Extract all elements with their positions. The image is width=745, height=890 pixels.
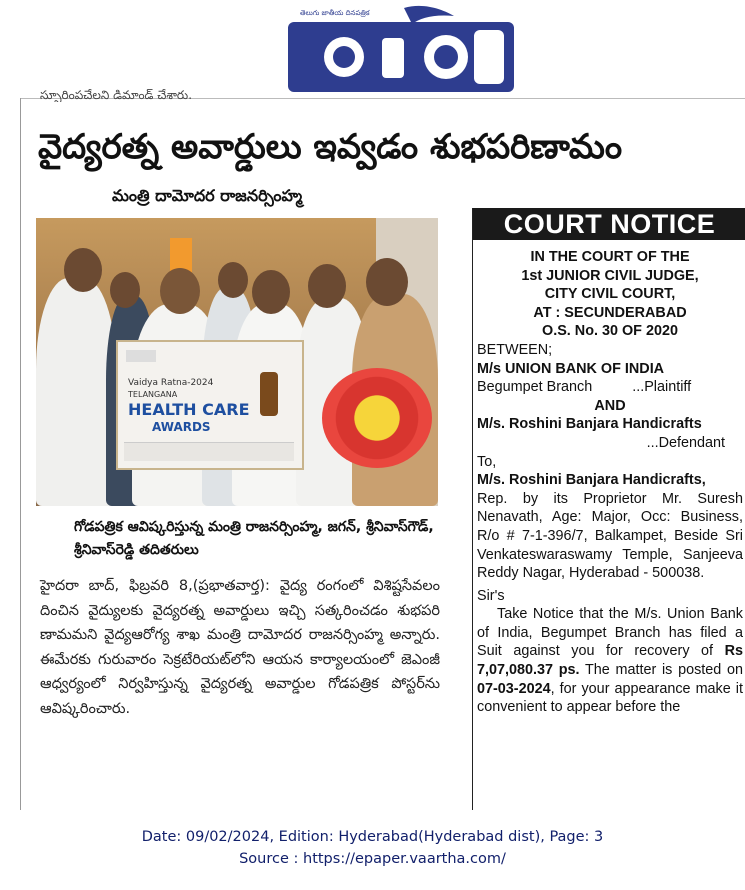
award-poster [116, 340, 304, 470]
footer-source: Source : https://epaper.vaartha.com/ [239, 851, 506, 867]
person-head [366, 258, 408, 306]
court-notice-body [477, 248, 743, 717]
trophy-icon [260, 372, 278, 416]
notice-text-part: The matter is posted on [584, 662, 743, 679]
defendant-name: M/s. Roshini Banjara Handicrafts [477, 416, 702, 433]
plaintiff-role: ...Plaintiff [632, 379, 692, 396]
news-photo [36, 218, 438, 506]
notice-text-part: Take Notice that the M/s. Union Bank of India, Begumpet Branch has filed a Suit against you for recovery of [477, 606, 743, 660]
photo-caption: గోడపత్రిక ఆవిష్కరిస్తున్న మంత్రి రాజనర్సింహ్మ, జగన్, శ్రీనివాస్‌గౌడ్, శ్రీనివాస్‌రెడ్డి తదితరులు [74, 519, 434, 558]
poster-title-line: AWARDS [152, 420, 211, 434]
poster-sponsor-strip [124, 442, 294, 461]
article-subhead: మంత్రి దామోదర రాజనర్సింహ్మ [112, 186, 303, 205]
person-head [64, 248, 102, 292]
footer-date-edition: Date: 09/02/2024, Edition: Hyderabad(Hyderabad dist), Page: 3 [141, 829, 604, 845]
court-line: AT : SECUNDERABAD [533, 304, 687, 321]
person-head [218, 262, 248, 298]
court-notice-title: COURT NOTICE [473, 208, 745, 240]
flower-bouquet [322, 368, 432, 468]
notice-text-part: , for your appearance make it convenient to appear before the [477, 680, 743, 716]
poster-title-line: TELANGANA [128, 390, 178, 399]
person-head [110, 272, 140, 308]
person-head [308, 264, 346, 308]
article-headline: వైద్యరత్న అవార్డులు ఇవ్వడం శుభపరిణామం [38, 127, 623, 167]
and-label: AND [594, 397, 626, 414]
claim-amount: Rs 7,07,080.37 ps. [477, 643, 744, 679]
person-head [160, 268, 200, 314]
between-label: BETWEEN; [477, 341, 553, 358]
case-number: O.S. No. 30 OF 2020 [542, 323, 678, 340]
cut-off-line: స్ఫూరింపచేలని డిమాండ్ చేశారు. [40, 88, 193, 102]
to-label: To, [477, 453, 497, 470]
court-line: 1st JUNIOR CIVIL JUDGE, [521, 267, 699, 284]
court-notice [472, 208, 745, 810]
person-head [252, 270, 290, 314]
poster-title-line: HEALTH CARE [128, 400, 250, 419]
plaintiff-line [477, 378, 743, 397]
notice-text [477, 605, 743, 717]
court-line: CITY CIVIL COURT, [544, 286, 676, 303]
epaper-footer [0, 826, 745, 870]
person [36, 278, 116, 506]
defendant-role: ...Defendant [646, 434, 725, 451]
masthead-tagline: తెలుగు జాతీయ దినపత్రిక [300, 9, 370, 17]
plaintiff-name: M/s UNION BANK OF INDIA [477, 360, 665, 377]
poster-title-line: Vaidya Ratna-2024 [128, 378, 214, 388]
plaintiff-branch: Begumpet Branch [477, 379, 593, 396]
court-line: IN THE COURT OF THE [530, 249, 690, 265]
hearing-date: 07-03-2024 [477, 680, 551, 697]
addressee-details: Rep. by its Proprietor Mr. Suresh Nenavath, Age: Major, Occ: Business, R/o # 7-1-396/7, Balkampet, Beside Sri Venkateswaraswamy Temple, Sanjeeva Reddy Nagar, Hyderabad - 500038. [477, 490, 743, 582]
salutation: Sir's [477, 587, 505, 604]
poster-logo [126, 350, 156, 362]
addressee-name: M/s. Roshini Banjara Handicrafts, [477, 472, 706, 489]
article-body: హైదరా బాద్, ఫిబ్రవరి 8,(ప్రభాతవార్త): వైద్య రంగంలో విశిష్టసేవలం దించిన వైద్యులకు వైద్యరత్న అవార్డులు ఇచ్చి సత్కరించడం శుభపరి ణామమని వైద్యఆరోగ్య శాఖ మంత్రి దామోదర రాజనర్సింహ్మ అన్నారు. ఈమేరకు గురువారం సెక్రటేరియట్‌లోని ఆయన కార్యాలయంలో జెఎంజీ ఆధ్వర్యంలో నిర్వహిస్తున్న వైద్యరత్న అవార్డుల గోడపత్రిక పోస్టర్‌ను ఆవిష్కరించారు. [40, 578, 440, 717]
